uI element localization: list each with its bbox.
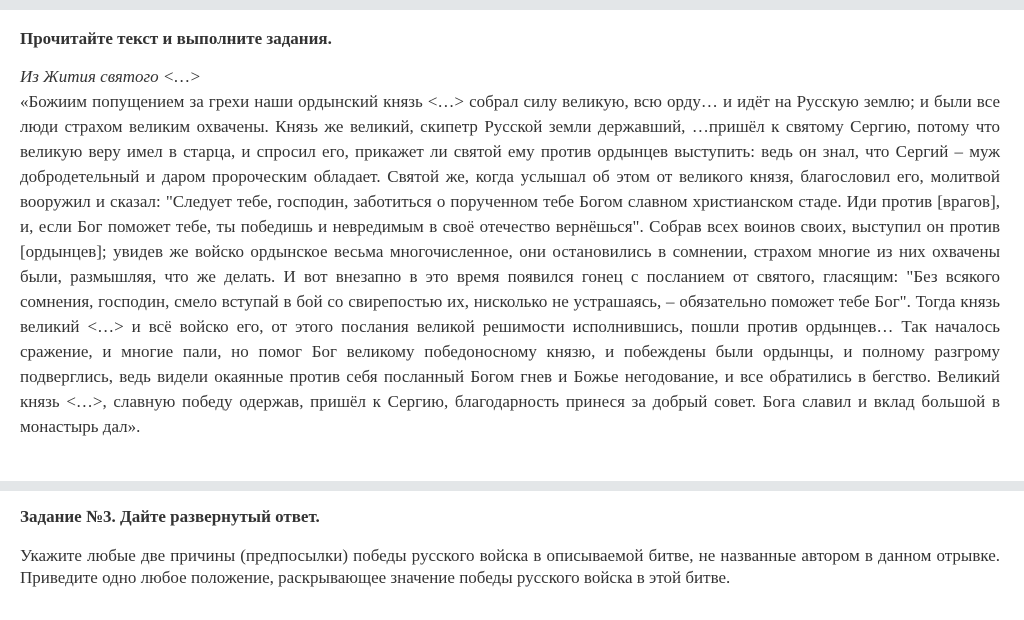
task-card [0,491,1024,620]
task-heading: Задание №3. Дайте развернутый ответ. [20,507,320,526]
task-question: Укажите любые две причины (предпосылки) победы русского войска в описываемой битве, не названные автором в данном отрывке. Приведите одно любое положение, раскрывающее значение победы русского войска в этой битве. [20,546,1000,587]
source-title: Из Жития святого <…> [20,67,201,86]
passage-text: «Божиим попущением за грехи наши ордынский князь <…> собрал силу великую, всю орду… и идёт на Русскую землю; и были все люди страхом великим охвачены. Князь же великий, скипетр Русской земли державший, …пришёл к святому Сергию, потому что великую веру имел в старца, и спросил его, прикажет ли святой ему против ордынцев выступить: ведь он знал, что Сергий – муж добродетельный и даром пророческим обладает. Святой же, когда услышал об этом от великого князя, благословил его, молитвой вооружил и сказал: "Следует тебе, господин, заботиться о порученном тебе Богом славном христианском стаде. Иди против [врагов], и, если Бог поможет тебе, ты победишь и невредимым в своё отечество вернёшься". Собрав всех воинов своих, выступил он против [ордынцев]; увидев же войско ордынское весьма многочисленное, они остановились в сомнении, страхом многие из них охвачены были, размышляя, что же делать. И вот внезапно в это время появился гонец с посланием от святого, гласящим: "Без всякого сомнения, господин, смело вступай в бой со свирепостью их, нисколько не устрашаясь, – обязательно поможет тебе Бог". Тогда князь великий <…> и всё войско его, от этого послания великой решимости исполнившись, пошли против ордынцев… Так началось сражение, и многие пали, но помог Бог великому победоносному князю, и побеждены были ордынцы, и полному разгрому подверглись, ведь видели окаянные против себя посланный Богом гнев и Божье негодование, и все обратились в бегство. Великий князь <…>, славную победу одержав, пришёл к Сергию, благодарность принеся за добрый совет. Бога славил и вклад большой в монастырь дал». [20,92,1000,436]
instruction-heading: Прочитайте текст и выполните задания. [20,29,332,48]
passage-card [0,10,1024,481]
